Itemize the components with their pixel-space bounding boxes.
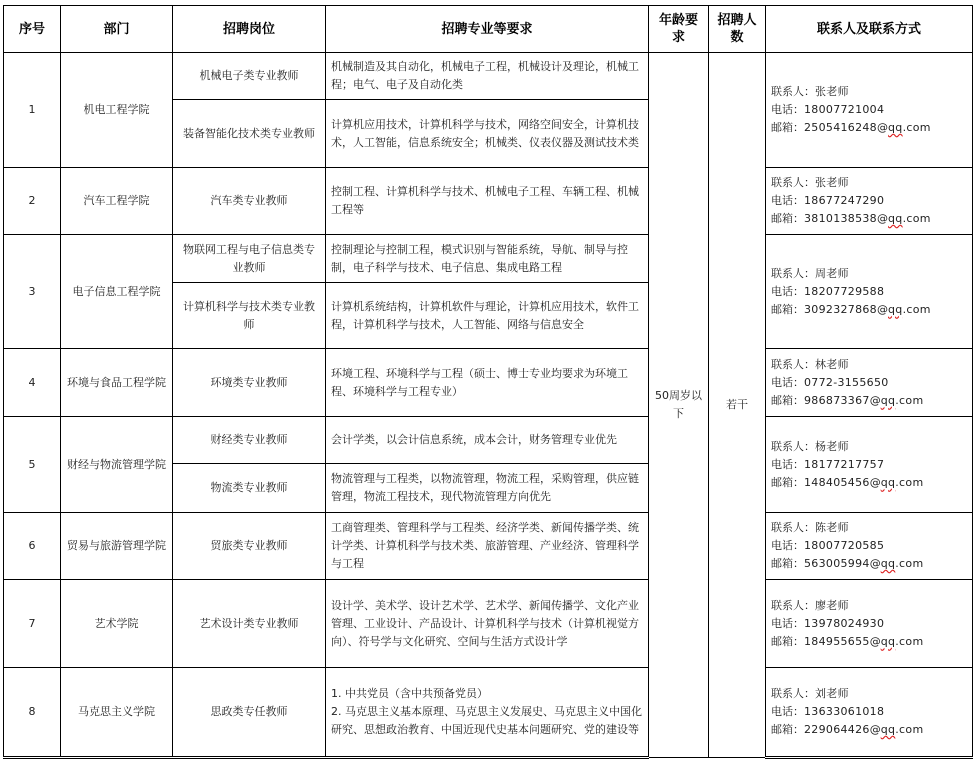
contact-name: 廖老师 xyxy=(815,598,849,612)
contact-phone-line xyxy=(771,101,967,119)
contact-phone: 18207729588 xyxy=(804,284,885,298)
contact-email-user: 229064426 xyxy=(804,723,870,736)
header-count: 招聘人数 xyxy=(709,6,766,53)
contact-phone-label: 电话： xyxy=(771,284,804,298)
contact-email-line: 邮箱：148405456@qq.com xyxy=(771,475,924,489)
contact-email-line: 邮箱：3810138538@qq.com xyxy=(771,212,931,225)
position-cell: 物流类专业教师 xyxy=(173,464,326,513)
contact-name-line xyxy=(771,265,967,283)
contact-email-label: 邮箱： xyxy=(771,393,804,407)
position-cell: 环境类专业教师 xyxy=(173,349,326,417)
table-row xyxy=(4,53,973,100)
contact-phone-label: 电话： xyxy=(771,616,804,630)
position-cell: 思政类专任教师 xyxy=(173,668,326,758)
position-cell: 艺术设计类专业教师 xyxy=(173,580,326,668)
contact-phone-label: 电话： xyxy=(771,375,804,389)
contact-cell xyxy=(766,580,973,668)
position-cell: 机械电子类专业教师 xyxy=(173,53,326,100)
contact-phone-label: 电话： xyxy=(771,194,804,207)
contact-email-line: 邮箱：563005994@qq.com xyxy=(771,557,924,570)
contact-phone: 18007720585 xyxy=(804,539,885,552)
table-row xyxy=(4,235,973,283)
recruitment-table xyxy=(3,5,973,759)
contact-cell xyxy=(766,349,973,417)
major-requirement-cell: 设计学、美术学、设计艺术学、艺术学、新闻传播学、文化产业管理、工业设计、产品设计、计算机科学与技术（计算机视觉方向）、符号学与文化研究、空间与生活方式设计学 xyxy=(326,580,649,668)
contact-name: 刘老师 xyxy=(815,687,849,700)
contact-email-user: 563005994 xyxy=(804,557,870,570)
contact-phone-line xyxy=(771,703,967,721)
contact-email-user: 986873367 xyxy=(804,393,870,407)
contact-phone-line xyxy=(771,192,967,210)
row-index: 3 xyxy=(4,235,61,349)
header-dept: 部门 xyxy=(61,6,173,53)
table-row xyxy=(4,668,973,758)
department-cell: 财经与物流管理学院 xyxy=(61,417,173,513)
row-index: 6 xyxy=(4,513,61,580)
major-requirement-cell: 控制工程、计算机科学与技术、机械电子工程、车辆工程、机械工程等 xyxy=(326,168,649,235)
table-body xyxy=(4,53,973,758)
contact-cell xyxy=(766,513,973,580)
table-row xyxy=(4,417,973,464)
contact-email-domain: .com xyxy=(902,212,931,225)
major-requirement-cell: 物流管理与工程类，以物流管理，物流工程，采购管理，供应链管理，物流工程技术，现代物流管理方向优先 xyxy=(326,464,649,513)
contact-email-domain: .com xyxy=(895,723,924,736)
contact-email-domain: .com xyxy=(895,393,924,407)
contact-email-user: 148405456 xyxy=(804,475,870,489)
contact-email-user: 3810138538 xyxy=(804,212,877,225)
contact-email-user: 2505416248 xyxy=(804,121,877,134)
contact-name-label: 联系人： xyxy=(771,85,815,98)
contact-phone-line xyxy=(771,537,967,555)
row-index: 4 xyxy=(4,349,61,417)
header-age: 年龄要求 xyxy=(649,6,709,53)
contact-name-line xyxy=(771,83,967,101)
contact-email-line: 邮箱：2505416248@qq.com xyxy=(771,121,931,134)
contact-name: 陈老师 xyxy=(815,521,849,534)
contact-phone-label: 电话： xyxy=(771,103,804,116)
row-index: 8 xyxy=(4,668,61,758)
department-cell: 艺术学院 xyxy=(61,580,173,668)
contact-email-line: 邮箱：184955655@qq.com xyxy=(771,634,924,648)
contact-phone: 18177217757 xyxy=(804,457,885,471)
position-cell: 物联网工程与电子信息类专业教师 xyxy=(173,235,326,283)
major-requirement-cell: 工商管理类、管理科学与工程类、经济学类、新闻传播学类、统计学类、计算机科学与技术类、旅游管理、产业经济、管理科学与工程 xyxy=(326,513,649,580)
contact-phone: 13633061018 xyxy=(804,705,885,718)
contact-email-user: 3092327868 xyxy=(804,302,877,316)
major-requirement-cell: 环境工程、环境科学与工程（硕士、博士专业均要求为环境工程、环境科学与工程专业） xyxy=(326,349,649,417)
contact-name-line xyxy=(771,597,967,615)
contact-email-label: 邮箱： xyxy=(771,302,804,316)
header-row xyxy=(4,6,973,53)
contact-email-label: 邮箱： xyxy=(771,634,804,648)
table-row xyxy=(4,168,973,235)
contact-email-line: 邮箱：986873367@qq.com xyxy=(771,393,924,407)
contact-phone-label: 电话： xyxy=(771,457,804,471)
table-row xyxy=(4,349,973,417)
contact-email-label: 邮箱： xyxy=(771,212,804,225)
contact-email-domain: .com xyxy=(895,634,924,648)
contact-name-line xyxy=(771,519,967,537)
contact-name-line xyxy=(771,438,967,456)
contact-name-label: 联系人： xyxy=(771,598,815,612)
contact-phone-label: 电话： xyxy=(771,539,804,552)
position-cell: 装备智能化技术类专业教师 xyxy=(173,100,326,168)
major-requirement-cell: 计算机应用技术，计算机科学与技术，网络空间安全，计算机技术，人工智能，信息系统安全；机械类、仪表仪器及测试技术类 xyxy=(326,100,649,168)
header-position: 招聘岗位 xyxy=(173,6,326,53)
major-requirement-line: 2. 马克思主义基本原理、马克思主义发展史、马克思主义中国化研究、思想政治教育、中国近现代史基本问题研究、党的建设等 xyxy=(331,705,642,736)
contact-phone: 13978024930 xyxy=(804,616,885,630)
major-requirement-cell: 控制理论与控制工程，模式识别与智能系统，导航、制导与控制，电子科学与技术、电子信息、集成电路工程 xyxy=(326,235,649,283)
row-index: 1 xyxy=(4,53,61,168)
department-cell: 环境与食品工程学院 xyxy=(61,349,173,417)
major-requirement-cell: 会计学类，以会计信息系统，成本会计，财务管理专业优先 xyxy=(326,417,649,464)
contact-name: 周老师 xyxy=(815,266,849,280)
contact-cell xyxy=(766,168,973,235)
department-cell: 马克思主义学院 xyxy=(61,668,173,758)
position-cell: 计算机科学与技术类专业教师 xyxy=(173,283,326,349)
contact-email-line: 邮箱：229064426@qq.com xyxy=(771,723,924,736)
contact-phone-line xyxy=(771,615,967,633)
contact-email-domain: .com xyxy=(895,557,924,570)
contact-email-host: qq xyxy=(888,121,903,134)
contact-name-label: 联系人： xyxy=(771,176,815,189)
contact-name: 林老师 xyxy=(815,357,849,371)
contact-phone-line xyxy=(771,456,967,474)
major-requirement-line: 1. 中共党员（含中共预备党员） xyxy=(331,687,488,700)
contact-email-host: qq xyxy=(888,302,903,316)
contact-cell xyxy=(766,417,973,513)
contact-cell xyxy=(766,235,973,349)
contact-cell xyxy=(766,53,973,168)
contact-name-line xyxy=(771,356,967,374)
contact-name-label: 联系人： xyxy=(771,687,815,700)
contact-email-host: qq xyxy=(880,393,896,407)
contact-email-domain: .com xyxy=(902,302,931,316)
department-cell: 汽车工程学院 xyxy=(61,168,173,235)
position-cell: 财经类专业教师 xyxy=(173,417,326,464)
major-requirement-cell: 计算机系统结构，计算机软件与理论，计算机应用技术，软件工程，计算机科学与技术，人工智能、网络与信息安全 xyxy=(326,283,649,349)
contact-name-line xyxy=(771,685,967,703)
contact-email-domain: .com xyxy=(902,121,931,134)
contact-name: 张老师 xyxy=(815,85,849,98)
contact-email-label: 邮箱： xyxy=(771,557,804,570)
contact-email-host: qq xyxy=(888,212,903,225)
contact-email-domain: .com xyxy=(895,475,924,489)
contact-phone-line xyxy=(771,374,967,392)
contact-cell xyxy=(766,668,973,758)
contact-email-label: 邮箱： xyxy=(771,121,804,134)
contact-email-host: qq xyxy=(880,723,896,736)
header-index: 序号 xyxy=(4,6,61,53)
contact-phone: 18677247290 xyxy=(804,194,885,207)
contact-email-label: 邮箱： xyxy=(771,723,804,736)
contact-phone: 18007721004 xyxy=(804,103,885,116)
contact-name: 杨老师 xyxy=(815,439,849,453)
contact-phone: 0772-3155650 xyxy=(804,375,889,389)
contact-phone-line xyxy=(771,283,967,301)
header-major: 招聘专业等要求 xyxy=(326,6,649,53)
contact-email-label: 邮箱： xyxy=(771,475,804,489)
contact-email-user: 184955655 xyxy=(804,634,870,648)
contact-name-label: 联系人： xyxy=(771,266,815,280)
row-index: 7 xyxy=(4,580,61,668)
contact-email-host: qq xyxy=(880,634,896,648)
age-requirement-cell: 50周岁以下 xyxy=(649,53,709,758)
position-cell: 汽车类专业教师 xyxy=(173,168,326,235)
contact-name-label: 联系人： xyxy=(771,357,815,371)
contact-name: 张老师 xyxy=(815,176,849,189)
position-cell: 贸旅类专业教师 xyxy=(173,513,326,580)
table-row xyxy=(4,513,973,580)
department-cell: 贸易与旅游管理学院 xyxy=(61,513,173,580)
header-contact: 联系人及联系方式 xyxy=(766,6,973,53)
contact-email-host: qq xyxy=(880,557,896,570)
contact-name-label: 联系人： xyxy=(771,439,815,453)
major-requirement-cell xyxy=(326,668,649,758)
contact-email-line: 邮箱：3092327868@qq.com xyxy=(771,302,931,316)
contact-name-label: 联系人： xyxy=(771,521,815,534)
hiring-count-cell: 若干 xyxy=(709,53,766,758)
row-index: 5 xyxy=(4,417,61,513)
contact-phone-label: 电话： xyxy=(771,705,804,718)
department-cell: 电子信息工程学院 xyxy=(61,235,173,349)
major-requirement-cell: 机械制造及其自动化，机械电子工程，机械设计及理论，机械工程；电气、电子及自动化类 xyxy=(326,53,649,100)
table-row xyxy=(4,580,973,668)
contact-name-line xyxy=(771,174,967,192)
department-cell: 机电工程学院 xyxy=(61,53,173,168)
contact-email-host: qq xyxy=(880,475,896,489)
row-index: 2 xyxy=(4,168,61,235)
